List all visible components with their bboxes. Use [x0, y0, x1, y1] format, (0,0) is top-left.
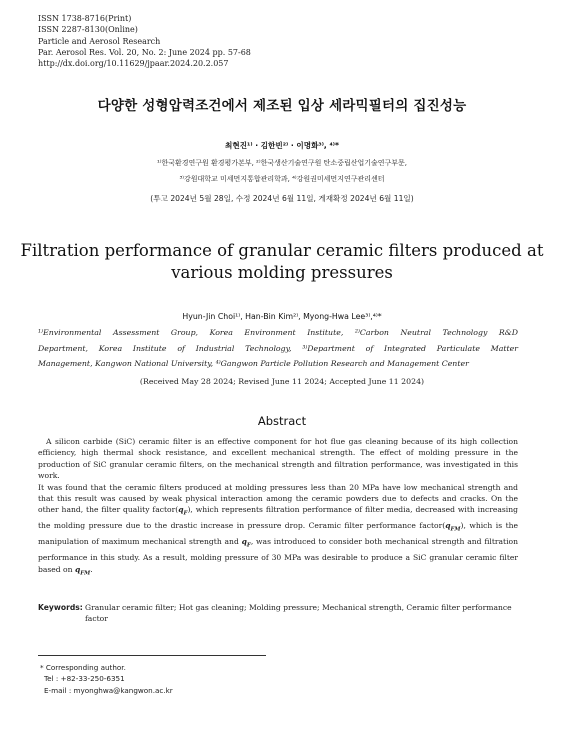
- abstract-text: ), which represents filtration performance of filter media, decreased with increasing the molding pressure due to the drastic increase in pressure drop. Ceramic filter performance factor(: [38, 505, 518, 531]
- symbol-qf: $q_F$: [241, 537, 251, 549]
- english-title-line-2: various molding pressures: [171, 263, 393, 282]
- symbol-qfm: $q_{FM}$: [445, 521, 461, 533]
- citation: Par. Aerosol Res. Vol. 20, No. 2: June 2024 pp. 57-68: [38, 47, 251, 57]
- telephone: Tel : +82-33-250-6351: [44, 674, 125, 684]
- english-title-line-1: Filtration performance of granular ceramic filters produced at: [20, 241, 544, 260]
- keywords: [38, 602, 518, 625]
- korean-title: 다양한 성형압력조건에서 제조된 입상 세라믹필터의 집진성능: [97, 98, 467, 114]
- doi-link[interactable]: http://dx.doi.org/10.11629/jpaar.2024.20.2.057: [38, 59, 229, 69]
- english-affiliation-2: Department, Korea Institute of Industrial Technology, ³⁾Department of Integrated Particulate Matter: [38, 343, 518, 353]
- korean-authors: 최현진¹⁾ · 김한빈²⁾ · 이명화³⁾, ⁴⁾*: [225, 141, 339, 150]
- english-affiliation-1: ¹⁾Environmental Assessment Group, Korea Environment Institute, ²⁾Carbon Neutral Technology R&D: [38, 328, 518, 337]
- footnote-divider: [38, 655, 266, 656]
- symbol-qf: $q_F$: [178, 505, 188, 517]
- corresponding-footnote: [40, 662, 173, 696]
- abstract-text: , was introduced to consider both mechanical strength and filtration performance in this study. As a result, molding pressure of 30 MPa was desirable to produce a SiC granular ceramic filter based on: [38, 537, 518, 574]
- email-link[interactable]: E-mail : myonghwa@kangwon.ac.kr: [44, 685, 173, 695]
- abstract-text: ), which is the manipulation of maximum mechanical strength and: [38, 521, 519, 547]
- english-title: [0, 240, 564, 284]
- korean-affiliation-2: ³⁾강원대학교 미세먼지통합관리학과, ⁴⁾강원권미세먼지연구관리센터: [179, 175, 385, 183]
- symbol-qfm: $q_{FM}$: [74, 564, 91, 577]
- korean-affiliation-1: ¹⁾한국환경연구원 환경평가본부, ²⁾한국생산기술연구원 탄소중립산업기술연구부문,: [156, 159, 408, 167]
- keywords-text: Granular ceramic filter; Hot gas cleaning; Molding pressure; Mechanical strength, Ceramic filter performance factor: [85, 603, 512, 624]
- abstract-paragraph-1: A silicon carbide (SiC) ceramic filter is an effective component for hot flue gas cleaning because of its high collection efficiency, high thermal shock resistance, and excellent mechanical strength. The effect of molding pressure in the production of SiC granular ceramic filters, on the mechanical strength and filtration performance, was investigated in this work.: [38, 437, 518, 481]
- corresponding-author: * Corresponding author.: [40, 663, 126, 672]
- abstract-text: .: [90, 564, 93, 574]
- english-affiliation-3: Management, Kangwon National University, ⁴⁾Gangwon Particle Pollution Research and Management Center: [38, 359, 469, 369]
- korean-dates: (투고 2024년 5월 28일, 수정 2024년 6월 11일, 게재확정 2024년 6월 11일): [150, 194, 414, 203]
- abstract-body: [38, 436, 518, 580]
- journal-meta: [38, 13, 251, 69]
- english-dates: (Received May 28 2024; Revised June 11 2024; Accepted June 11 2024): [139, 377, 425, 386]
- journal-name: Particle and Aerosol Research: [38, 36, 161, 46]
- abstract-text: It was found that the ceramic filters produced at molding pressures less than 20 MPa have low mechanical strength and that this result was caused by weak physical interaction among the ceramic powders due to defects and cracks. On the other hand, the filter quality factor(: [38, 482, 518, 515]
- issn-print: ISSN 1738-8716(Print): [38, 14, 132, 23]
- issn-online: ISSN 2287-8130(Online): [38, 25, 138, 35]
- english-affiliations: [38, 325, 518, 372]
- english-authors: Hyun-Jin Choi¹⁾, Han-Bin Kim²⁾, Myong-Hwa Lee³⁾,⁴⁾*: [182, 312, 382, 321]
- abstract-heading: Abstract: [257, 414, 307, 428]
- abstract-paragraph-2: [38, 482, 518, 580]
- keywords-label: Keywords:: [38, 603, 83, 612]
